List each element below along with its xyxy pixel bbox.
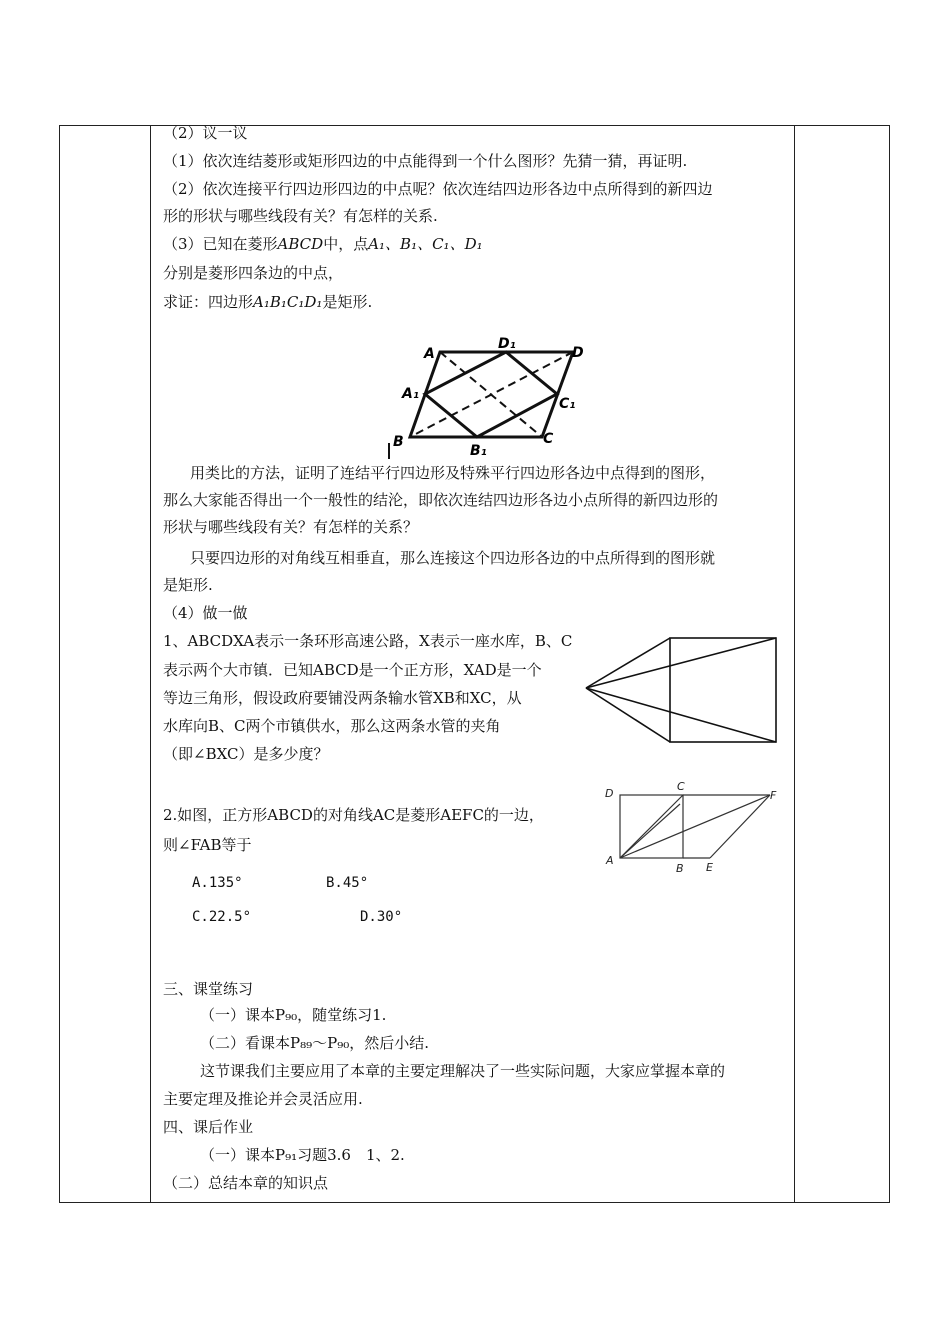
label-A: A [606,854,614,867]
problem-1-line-3: 等边三角形，假设政府要铺没两条输水管XB和XC，从 [163,689,522,707]
question-1: （1）依次连结菱形或矩形四边的中点能得到一个什么图形？先猜一猜，再证明. [163,152,688,170]
discussion-heading: （2）议一议 [163,124,248,142]
label-C: C [677,780,685,793]
summary-line-1: 这节课我们主要应用了本章的主要定理解决了一些实际问题，大家应掌握本章的 [200,1062,726,1080]
problem-1-line-2: 表示两个大市镇．已知ABCD是一个正方形，XAD是一个 [163,661,542,679]
question-2-line-2: 形的形状与哪些线段有关？有怎样的关系. [163,207,438,225]
option-a: A.135° [192,875,243,891]
label-D1: D₁ [498,336,516,352]
conclusion-line-1: 只要四边形的对角线互相垂直，那么连接这个四边形各边的中点所得到的图形就 [190,549,716,567]
homework-item-2: （二）总结本章的知识点 [163,1174,329,1192]
square-triangle-figure [580,634,780,746]
option-b: B.45° [326,875,369,891]
parallelogram-midpoint-figure [380,335,590,460]
label-F: F [770,789,777,802]
label-D: D [572,345,584,361]
homework-item-1: （一）课本P₉₁习题3.6 1、2. [200,1146,405,1164]
homework-heading: 四、课后作业 [163,1118,254,1136]
question-3-line-2: 分别是菱形四条边的中点， [163,264,344,282]
analogy-line-2: 那么大家能否得出一个一般性的结沦，即依次连结四边形各边小点所得的新四边形的 [163,491,719,509]
label-A: A [424,346,435,362]
summary-line-2: 主要定理及推论并会灵活应用. [163,1090,363,1108]
conclusion-line-2: 是矩形. [163,576,213,594]
problem-1-line-1: 1、ABCDXA表示一条环形高速公路，X表示一座水库，B、C [163,632,573,650]
label-C1: C₁ [559,396,576,412]
column-divider-right [794,125,795,1203]
label-D: D [605,787,614,800]
question-2-line-1: （2）依次连接平行四边形四边的中点呢？依次连结四边形各边中点所得到的新四边 [163,180,713,198]
analogy-line-3: 形状与哪些线段有关？有怎样的关系？ [163,518,419,536]
problem-1-line-4: 水库向B、C两个市镇供水，那么这两条水管的夹角 [163,717,501,735]
practice-item-1: （一）课本P₉₀，随堂练习1. [200,1006,387,1024]
practice-item-2: （二）看课本P₈₉～P₉₀，然后小结. [200,1034,430,1052]
label-B: B [393,434,404,450]
label-B: B [676,862,684,874]
problem-2-line-2: 则∠FAB等于 [163,836,252,854]
analogy-line-1: 用类比的方法，证明了连结平行四边形及特殊平行四边形各边中点得到的图形， [190,464,716,482]
column-divider-left [150,125,151,1203]
label-B1: B₁ [470,443,487,459]
practice-heading: 三、课堂练习 [163,980,254,998]
do-it-heading: （4）做一做 [163,604,248,622]
question-3-line-1: （3）已知在菱形ABCD中，点A₁、B₁、C₁、D₁ [163,235,483,253]
option-c: C.22.5° [192,909,252,925]
label-E: E [706,861,713,874]
option-d: D.30° [360,909,403,925]
label-A1: A₁ [402,386,419,402]
question-3-prove: 求证：四边形A₁B₁C₁D₁是矩形. [163,293,373,311]
problem-1-line-5: （即∠BXC）是多少度？ [163,745,329,763]
square-rhombus-figure [600,778,795,874]
label-C: C [543,431,554,447]
problem-2-line-1: 2.如图，正方形ABCD的对角线AC是菱形AEFC的一边， [163,806,544,824]
